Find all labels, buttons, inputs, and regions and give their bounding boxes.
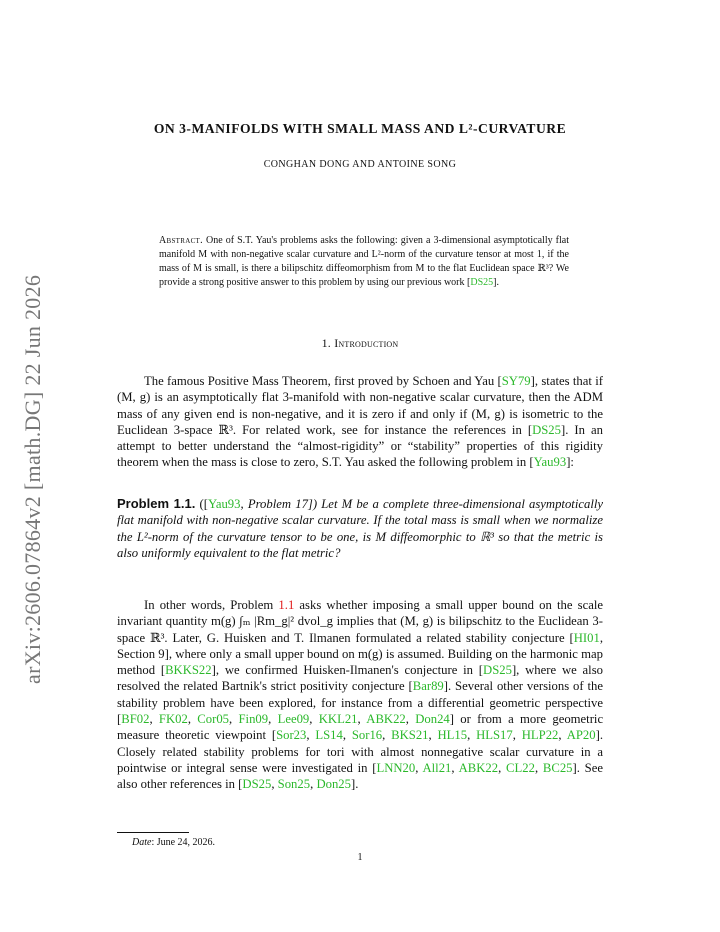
citation-link[interactable]: HI01	[573, 630, 600, 645]
abstract: Abstract. One of S.T. Yau's problems asks the following: given a 3-dimensional asymptotically flat manifold M with non-negative scalar curvature and L²-norm of the curvature tensor at most 1, if the mass of M is small, is there a bilipschitz diffeomorphism from M to the flat Euclidean space ℝ³? We provide a strong positive answer to this problem by using our previous work [DS25].	[159, 235, 569, 288]
body-paragraph: In other words, Problem 1.1 asks whether imposing a small upper bound on the scale invariant quantity m(g) ∫ₘ |Rm_g|² dvol_g implies that (M, g) is bilipschitz to the Euclidean 3-space ℝ³. Later, G. Huisken and T. Ilmanen formulated a related stability conjecture [HI01, Section 9], where only a small upper bound on m(g) is assumed. Building on the harmonic map method [BKKS22], we confirmed Huisken-Ilmanen's conjecture in [DS25], where we also resolved the related Bartnik's strict positivity conjecture [Bar89]. Several other versions of the stability problem have been explored, for instance from a differential geometric perspective [BF02, FK02, Cor05, Fin09, Lee09, KKL21, ABK22, Don24] or from a more geometric measure theoretic viewpoint [Sor23, LS14, Sor16, BKS21, HL15, HLS17, HLP22, AP20]. Closely related stability problems for tori with almost nonnegative scalar curvature in a pointwise or integral sense were investigated in [LNN20, All21, ABK22, CL22, BC25]. See also other references in [DS25, Son25, Don25].	[117, 598, 604, 792]
citation-list: DS25, Son25, Don25	[242, 777, 351, 792]
citation-link[interactable]: DS25	[242, 777, 272, 792]
citation-link[interactable]: Bar89	[412, 679, 444, 694]
citation-link[interactable]: FK02	[158, 712, 188, 727]
abstract-text: One of S.T. Yau's problems asks the following: given a 3-dimensional asymptotically flat manifold M with non-negative scalar curvature and L²-norm of the curvature tensor at most 1, if the mass of M is small, is there a bilipschitz diffeomorphism from M to the flat Euclidean space ℝ³? We provide a strong positive answer to this problem by using our previous work	[159, 235, 569, 288]
citation-link[interactable]: DS25	[532, 422, 561, 437]
citation-link[interactable]: BC25	[542, 760, 573, 775]
footnote-rule	[117, 832, 189, 833]
citation-link[interactable]: ABK22	[458, 760, 499, 775]
intro-paragraph: The famous Positive Mass Theorem, first proved by Schoen and Yau [SY79], states that if (M, g) is an asymptotically flat 3-manifold with non-negative scalar curvature, then the ADM mass of any given end is non-negative, and it is zero if and only if (M, g) is isometric to the Euclidean 3-space ℝ³. For related work, see for instance the references in [DS25]. In an attempt to better understand the “almost-rigidity” or “stability” properties of this rigidity theorem when the mass is close to zero, S.T. Yau asked the following problem in [Yau93]:	[117, 374, 603, 470]
problem-reference-link[interactable]: 1.1	[278, 598, 295, 612]
problem-label: Problem 1.1.	[117, 496, 196, 511]
citation-link[interactable]: Fin09	[238, 712, 269, 727]
citation-link[interactable]: LS14	[315, 728, 343, 743]
citation-link[interactable]: ABK22	[366, 712, 406, 727]
page-number: 1	[357, 852, 363, 863]
citation-link[interactable]: Yau93	[207, 497, 241, 511]
citation-link[interactable]: Cor05	[197, 712, 230, 727]
citation-link[interactable]: Don25	[316, 777, 351, 792]
citation-link[interactable]: BKS21	[391, 728, 429, 743]
citation-link[interactable]: Sor23	[276, 728, 307, 743]
citation-link[interactable]: SY79	[501, 374, 531, 388]
citation-link[interactable]: Son25	[277, 777, 311, 792]
abstract-label: Abstract.	[159, 235, 203, 246]
citation-link[interactable]: Lee09	[277, 712, 310, 727]
citation-link[interactable]: HLP22	[521, 728, 559, 743]
citation-link[interactable]: Sor16	[351, 728, 383, 743]
citation-list: LNN20, All21, ABK22, CL22, BC25	[376, 760, 573, 775]
arxiv-id: arXiv:2606.07864v2 [math.DG] 22 Jun 2026	[20, 274, 45, 684]
citation-link[interactable]: LNN20	[376, 760, 416, 775]
citation-link[interactable]: AP20	[566, 728, 596, 743]
section-heading	[0, 336, 720, 351]
citation-link[interactable]: BKKS22	[165, 663, 212, 678]
problem-statement: Problem 1.1. ([Yau93, Problem 17]) Let M be a complete three-dimensional asymptotically flat manifold with non-negative scalar curvature. If the total mass is small when we normalize the L²-norm of the curvature tensor to be one, is M diffeomorphic to ℝ³ so that the metric is also uniformly equivalent to the flat metric?	[117, 496, 604, 560]
footnote: Date: June 24, 2026.	[132, 837, 216, 848]
citation-list: Sor23, LS14, Sor16, BKS21, HL15, HLS17, HLP22, AP20	[276, 728, 596, 743]
paper-authors: CONGHAN DONG AND ANTOINE SONG	[263, 159, 457, 170]
citation-link[interactable]: DS25	[470, 277, 494, 288]
citation-link[interactable]: Don24	[415, 712, 450, 727]
citation-link[interactable]: BF02	[121, 712, 150, 727]
citation-link[interactable]: All21	[422, 760, 452, 775]
citation-link[interactable]: HL15	[437, 728, 468, 743]
citation-link[interactable]: HLS17	[476, 728, 513, 743]
citation-link[interactable]: DS25	[483, 663, 512, 678]
citation-link[interactable]: Yau93	[533, 455, 567, 470]
citation-link[interactable]: CL22	[506, 760, 535, 775]
citation-list: BF02, FK02, Cor05, Fin09, Lee09, KKL21, ABK22, Don24	[121, 712, 450, 727]
paper-title: ON 3-MANIFOLDS WITH SMALL MASS AND L²-CURVATURE	[153, 121, 567, 136]
citation-link[interactable]: KKL21	[318, 712, 358, 727]
section-title: Introduction	[334, 336, 399, 350]
footnote-label: Date	[132, 837, 152, 848]
section-number: 1.	[321, 336, 332, 350]
